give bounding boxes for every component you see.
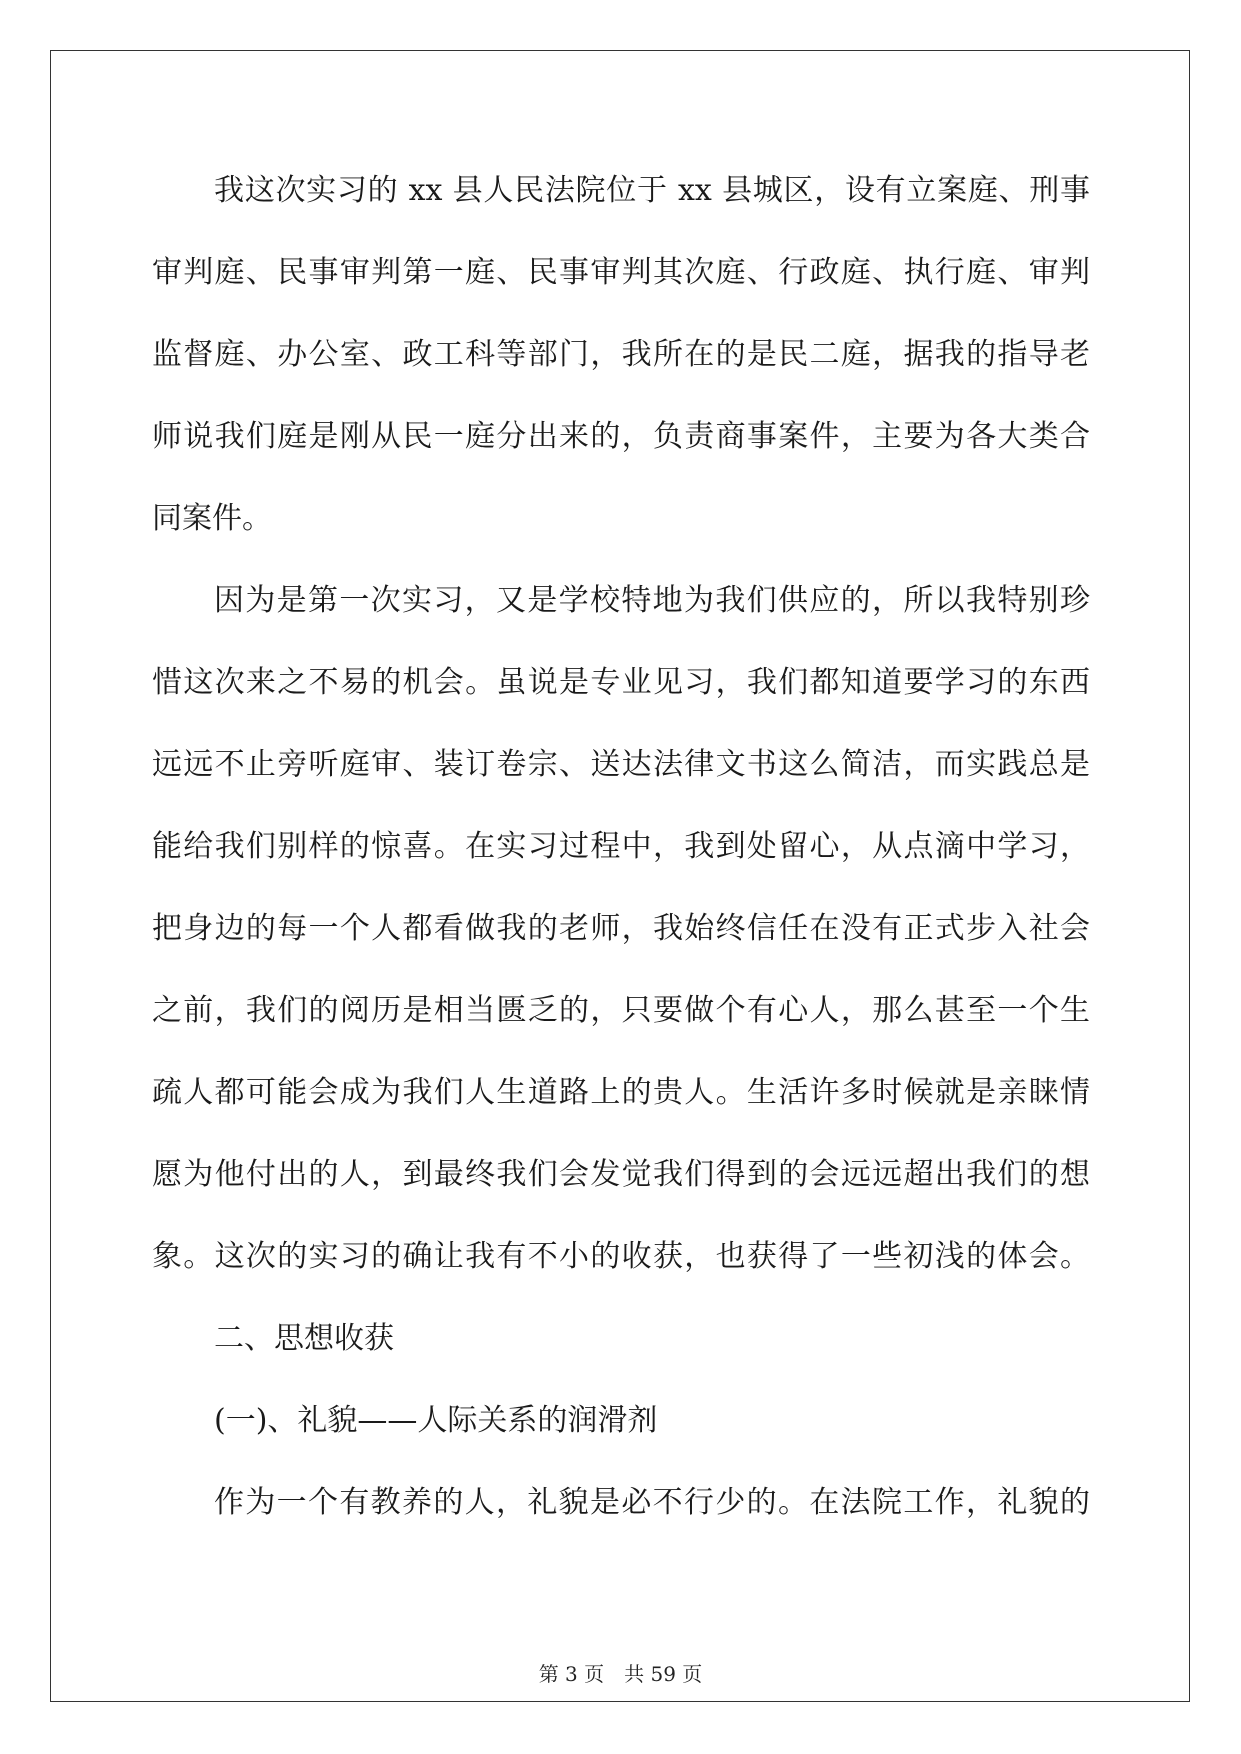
paragraph-line: 惜这次来之不易的机会。虽说是专业见习，我们都知道要学习的东西 [152,665,1090,700]
page-number: 第 3 页 [538,1662,605,1686]
section-heading: 二、思想收获 [214,1321,394,1356]
paragraph-line: 疏人都可能会成为我们人生道路上的贵人。生活许多时候就是亲睐情 [152,1075,1090,1110]
paragraph-line: 监督庭、办公室、政工科等部门，我所在的是民二庭，据我的指导老 [152,337,1090,372]
paragraph-line: 之前，我们的阅历是相当匮乏的，只要做个有心人，那么甚至一个生 [152,993,1090,1028]
paragraph-line: 同案件。 [152,501,272,536]
paragraph-line: 把身边的每一个人都看做我的老师，我始终信任在没有正式步入社会 [152,911,1090,946]
page-total: 共 59 页 [624,1662,703,1686]
paragraph-line: 能给我们别样的惊喜。在实习过程中，我到处留心，从点滴中学习， [152,829,1090,864]
paragraph-line: 审判庭、民事审判第一庭、民事审判其次庭、行政庭、执行庭、审判 [152,255,1090,290]
page-footer [0,1658,1241,1687]
paragraph-line: 作为一个有教养的人，礼貌是必不行少的。在法院工作，礼貌的 [214,1485,1090,1520]
paragraph-line: 愿为他付出的人，到最终我们会发觉我们得到的会远远超出我们的想 [152,1157,1090,1192]
paragraph-line: 师说我们庭是刚从民一庭分出来的，负责商事案件，主要为各大类合 [152,419,1090,454]
paragraph-line: 我这次实习的 xx 县人民法院位于 xx 县城区，设有立案庭、刑事 [214,173,1090,208]
subsection-heading: (一)、礼貌——人际关系的润滑剂 [214,1403,658,1438]
document-body [152,150,1090,1544]
paragraph-line: 象。这次的实习的确让我有不小的收获，也获得了一些初浅的体会。 [152,1239,1090,1274]
paragraph-line: 远远不止旁听庭审、装订卷宗、送达法律文书这么简洁，而实践总是 [152,747,1090,782]
paragraph-line: 因为是第一次实习，又是学校特地为我们供应的，所以我特别珍 [214,583,1090,618]
